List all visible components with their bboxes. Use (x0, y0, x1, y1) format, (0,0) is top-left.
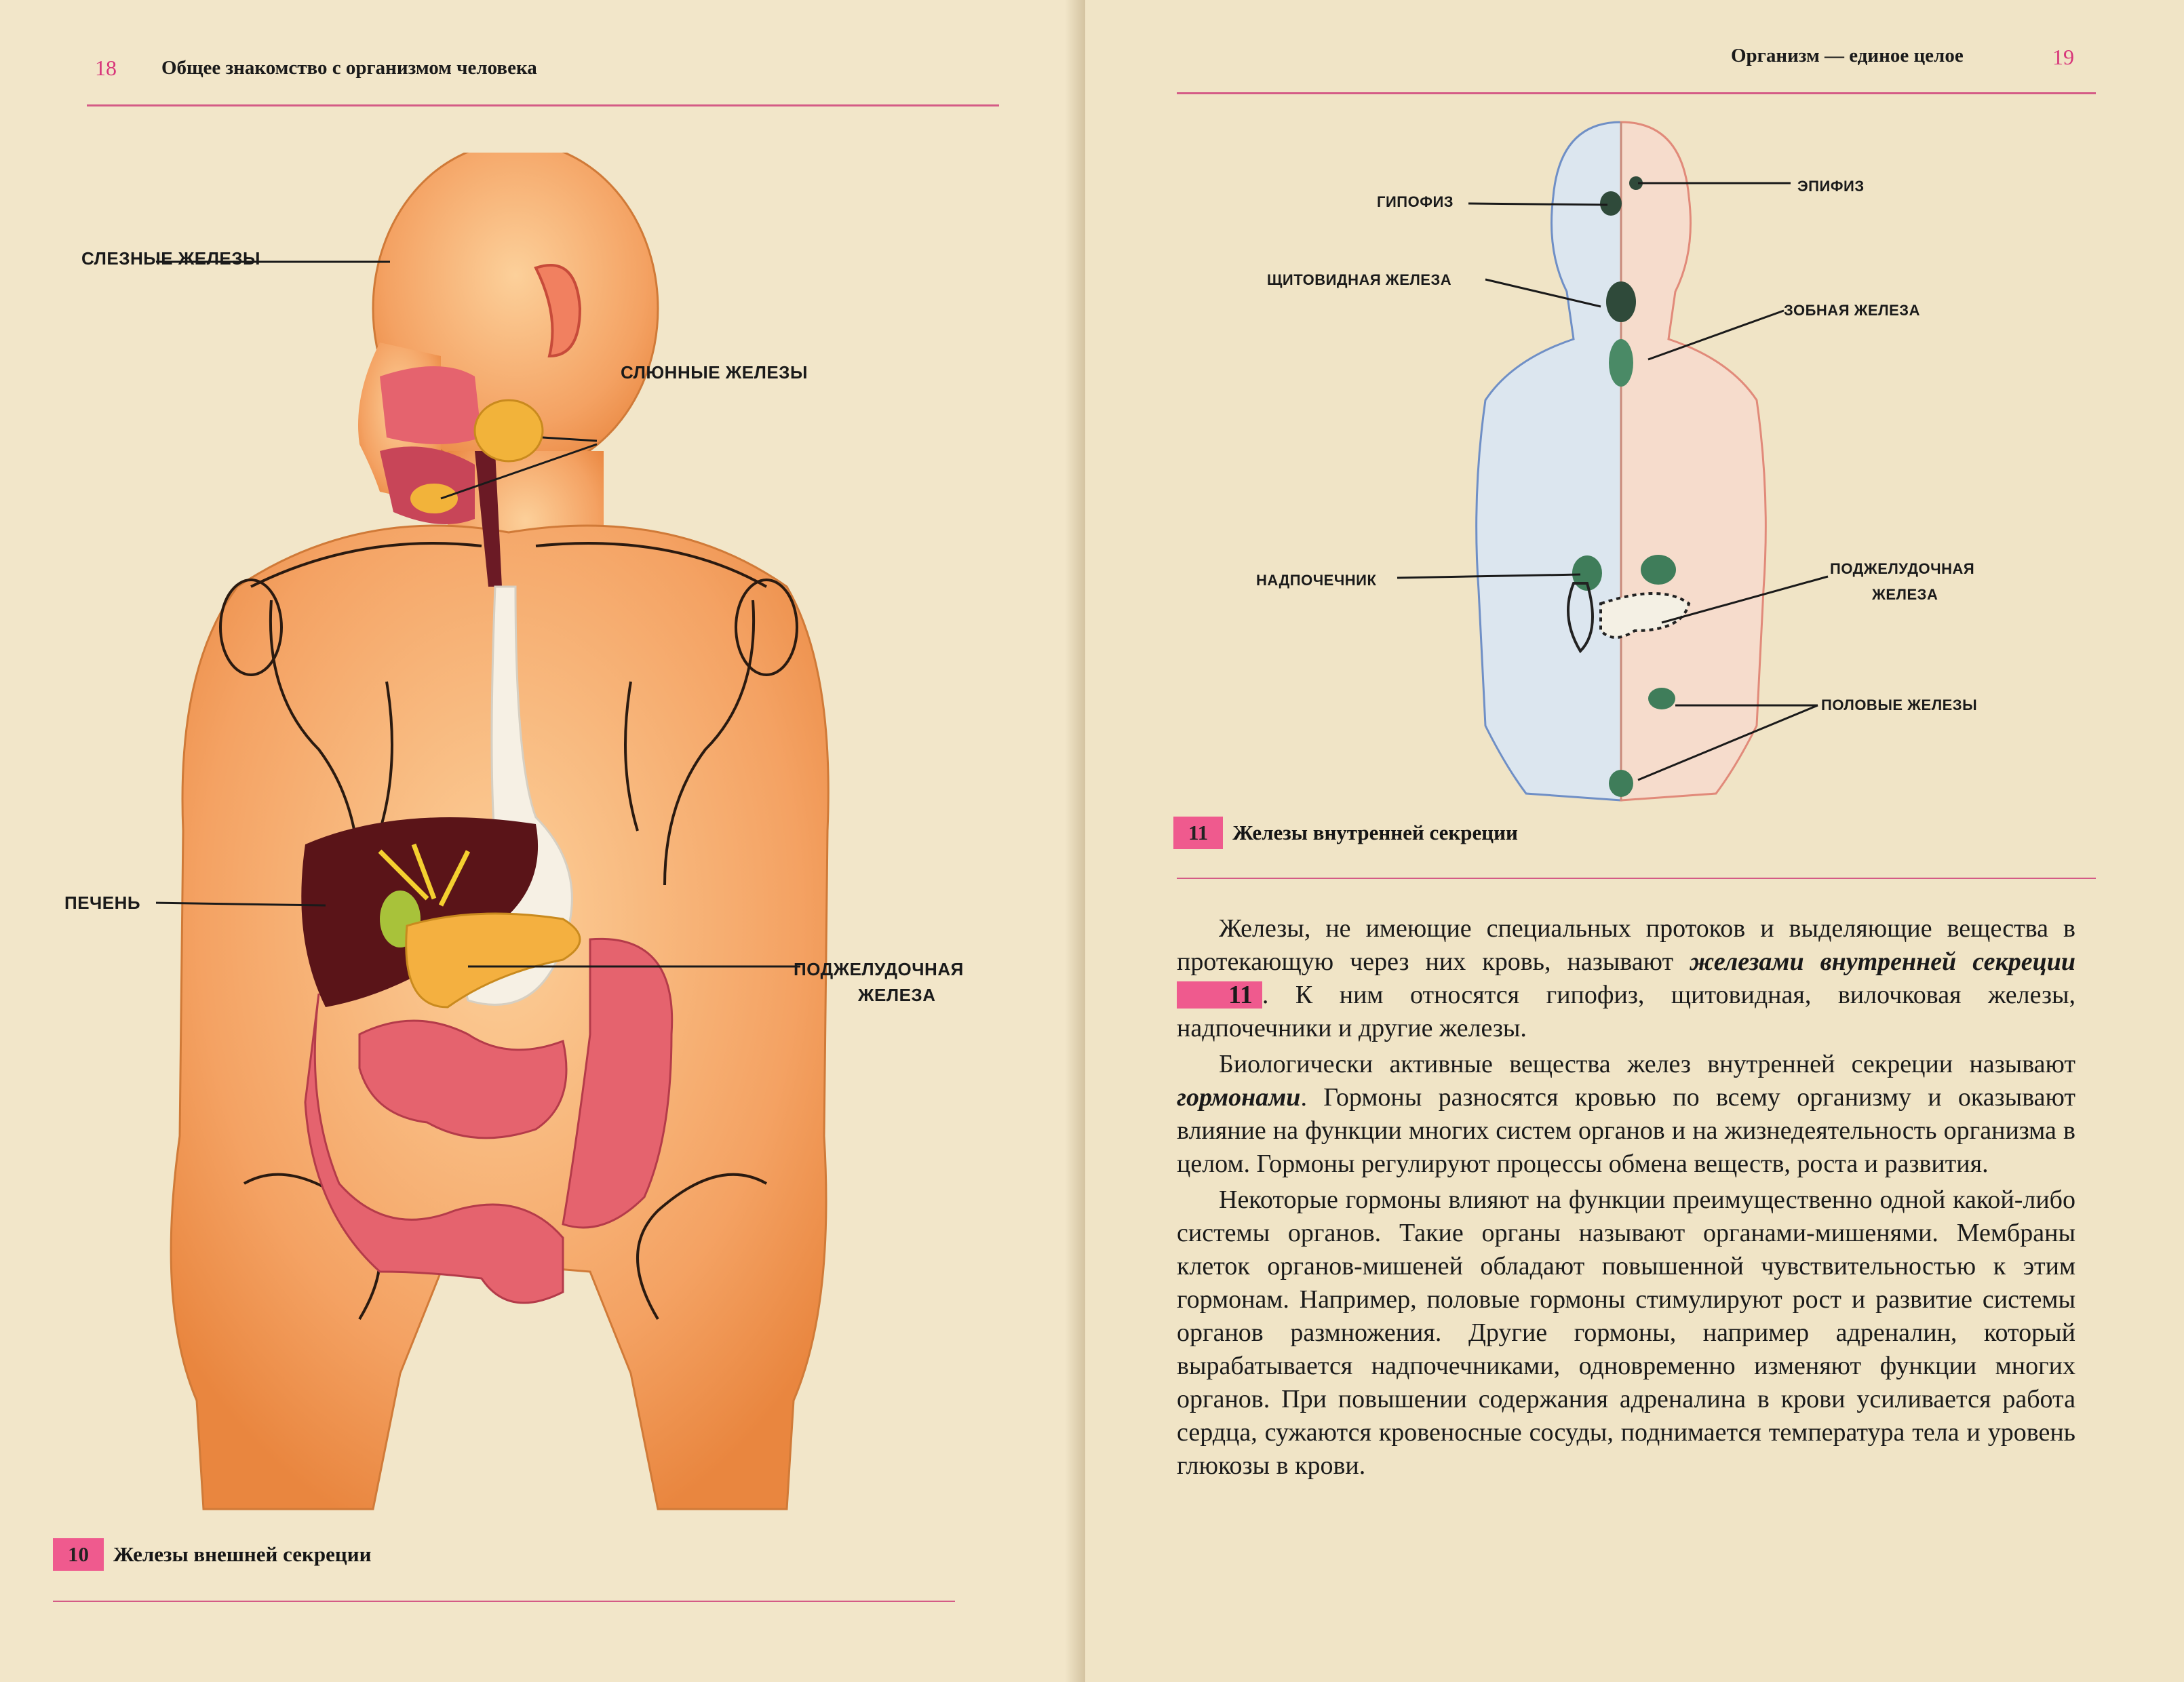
label-salivary-glands: СЛЮННЫЕ ЖЕЛЕЗЫ (621, 362, 808, 383)
body-text (1177, 912, 2075, 1485)
right-mid-rule (1177, 878, 2096, 879)
paragraph-1-text-b: . К ним относятся гипофиз, щитовидная, вилочковая железы, надпочечники и другие железы. (1177, 981, 2075, 1042)
left-running-head: Общее знакомство с организмом человека (161, 57, 537, 79)
exocrine-glands-figure (156, 153, 848, 1536)
paragraph-2-text-b: . Гормоны разносятся кровью по всему организму и оказывают влияние на функции многих систем органов и на жизнедеятельность организма в целом. Гормоны регулируют процессы обмена веществ, роста и развития. (1177, 1083, 2075, 1178)
label-sex-glands: ПОЛОВЫЕ ЖЕЛЕЗЫ (1821, 697, 1978, 713)
label-thyroid: ЩИТОВИДНАЯ ЖЕЛЕЗА (1267, 271, 1452, 288)
label-pancreas-endocrine-line2: ЖЕЛЕЗА (1872, 586, 1938, 603)
figure-10-caption-text: Железы внешней секреции (113, 1542, 372, 1566)
figure-11-number: 11 (1173, 817, 1223, 849)
nasal-cavity (380, 366, 482, 444)
label-pancreas-line2: ЖЕЛЕЗА (858, 985, 936, 1005)
left-page (0, 0, 1085, 1682)
term-hormones: гормонами (1177, 1083, 1301, 1112)
figure-11-caption (1173, 817, 1518, 849)
label-pituitary: ГИПОФИЗ (1377, 193, 1454, 210)
salivary-gland-parotid (475, 400, 543, 461)
figure-10-caption (53, 1538, 372, 1571)
figure-reference-11[interactable]: 11 (1177, 981, 1262, 1009)
label-adrenal: НАДПОЧЕЧНИК (1256, 572, 1377, 589)
paragraph-3: Некоторые гормоны влияют на функции преимущественно одной какой-либо системы органов. Такие органы называют органами-мишенями. Мембраны клеток органов-мишеней обладают повышенной чувствительностью к этим гормонам. Например, половые гормоны стимулируют рост и развитие системы органов размножения. Другие гормоны, например адреналин, который вырабатывается надпочечниками, одновременно изменяют функции многих органов. При повышении содержания адреналина в крови усиливается работа сердца, сужаются кровеносные сосуды, поднимается температура тела и уровень глюкозы в крови. (1177, 1186, 2075, 1480)
figure-10-number: 10 (53, 1538, 104, 1571)
label-tear-glands: СЛЕЗНЫЕ ЖЕЛЕЗЫ (81, 248, 260, 269)
paragraph-1-text-a: Железы, не имеющие специальных протоков и выделяющие вещества в протекающую через них кровь, называют (1177, 914, 2075, 976)
paragraph-2-text-a: Биологически активные вещества желез внутренней секреции называют (1219, 1050, 2075, 1078)
endocrine-leader-lines (1085, 0, 2184, 882)
label-pancreas-endocrine-line1: ПОДЖЕЛУДОЧНАЯ (1830, 560, 1975, 577)
right-page-number: 19 (2052, 45, 2074, 69)
paragraph-1 (1177, 912, 2075, 1045)
label-pancreas-line1: ПОДЖЕЛУДОЧНАЯ (794, 959, 964, 979)
figure-11-caption-text: Железы внутренней секреции (1232, 821, 1518, 844)
label-epiphysis: ЭПИФИЗ (1797, 178, 1865, 195)
left-header-rule (87, 104, 999, 106)
right-running-head: Организм — единое целое (1731, 45, 1964, 66)
left-page-number: 18 (95, 56, 117, 80)
salivary-gland-sub (410, 484, 458, 513)
left-footer-rule (53, 1601, 955, 1602)
label-liver: ПЕЧЕНЬ (64, 893, 141, 913)
paragraph-2 (1177, 1048, 2075, 1181)
label-thymus: ЗОБНАЯ ЖЕЛЕЗА (1784, 302, 1920, 319)
term-endocrine-glands: железами внутренней секреции (1690, 947, 2075, 976)
